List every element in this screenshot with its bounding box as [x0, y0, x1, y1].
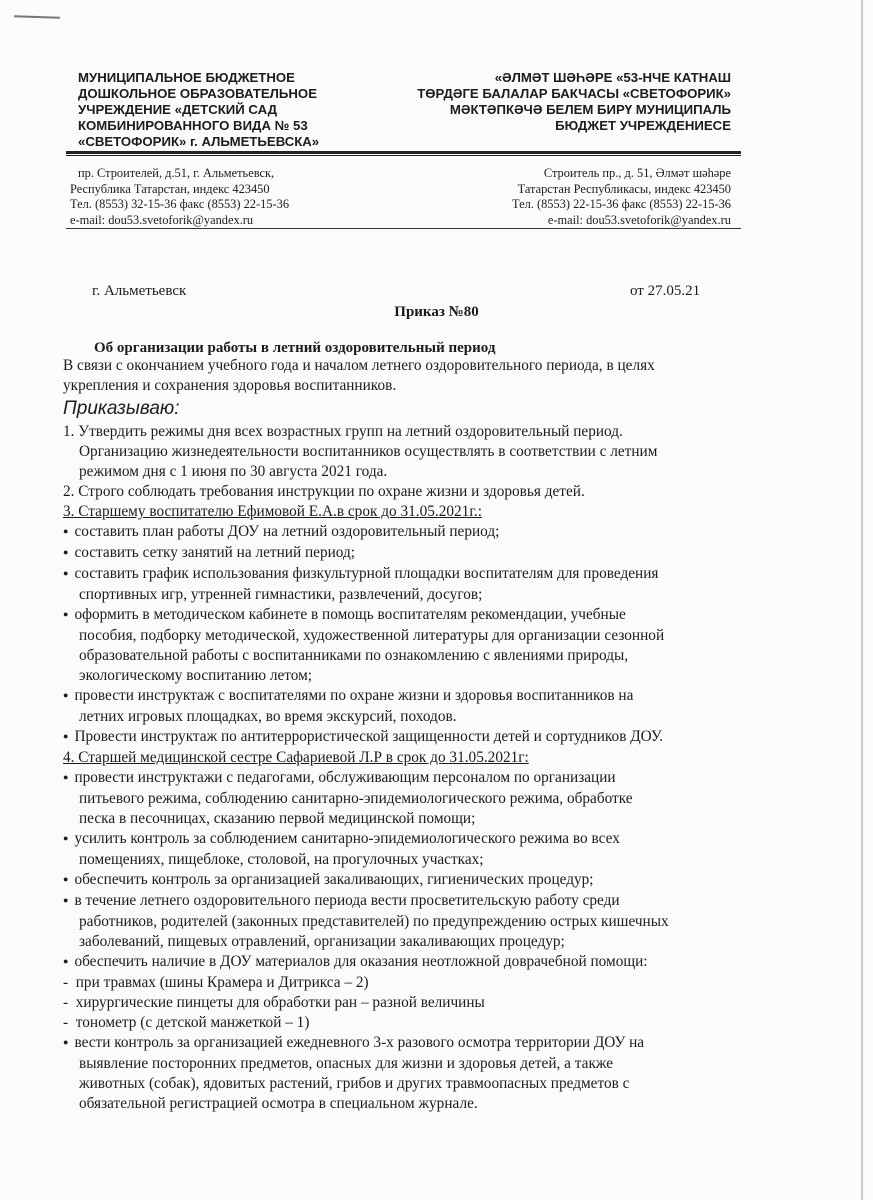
item-4-bullet-cont: питьевого режима, соблюдению санитарно-эпидемиологического режима, обработке — [79, 790, 633, 807]
intro-line: укрепления и сохранения здоровья воспитанников. — [63, 377, 397, 394]
item-4-heading: 4. Старшей медицинской сестре Сафариевой Л.Р в срок до 31.05.2021г: — [63, 749, 529, 766]
order-body — [63, 356, 753, 1114]
item-3-heading: 3. Старшему воспитателю Ефимовой Е.А.в срок до 31.05.2021г.: — [63, 503, 482, 520]
letterhead-right-line: МӘКТӘПКӘЧӘ БЕЛЕМ БИРҮ МУНИЦИПАЛЬ — [449, 102, 731, 117]
item-4-bullet: ● усилить контроль за соблюдением санитарно-эпидемиологического режима во всех — [63, 829, 753, 850]
final-bullet-cont: обязательной регистрацией осмотра в специальном журнале. — [79, 1095, 478, 1112]
scan-edge — [861, 0, 863, 1200]
item-4-bullet: ● провести инструктажи с педагогами, обслуживающим персоналом по организации — [63, 768, 753, 789]
letterhead-divider-thin — [66, 155, 741, 156]
city: г. Альметьевск — [92, 283, 187, 299]
item-1-line: 1. Утвердить режимы дня всех возрастных групп на летний оздоровительный период. — [63, 423, 623, 440]
item-4-bullet: ● в течение летнего оздоровительного периода вести просветительскую работу среди — [63, 891, 753, 912]
dash-item-text: хирургические пинцеты для обработки ран – разной величины — [75, 994, 485, 1011]
address-divider — [66, 228, 741, 229]
address-left-line: пр. Строителей, д.51, г. Альметьевск, — [78, 166, 275, 180]
letterhead-right-line: ТӨРДӘГЕ БАЛАЛАР БАКЧАСЫ «СВЕТОФОРИК» — [417, 86, 731, 101]
order-subject: Об организации работы в летний оздоровительный период — [94, 340, 496, 356]
dash-item: - тонометр (с детской манжеткой – 1) — [63, 1014, 310, 1031]
letterhead-right-line: «ӘЛМӘТ ШӘҺӘРЕ «53-НЧЕ КАТНАШ — [494, 70, 731, 85]
letterhead-left-line: МУНИЦИПАЛЬНОЕ БЮДЖЕТНОЕ — [78, 70, 295, 85]
item-3-bullet: ● составить сетку занятий на летний период; — [63, 543, 753, 564]
letterhead-left-line: КОМБИНИРОВАННОГО ВИДА № 53 — [78, 118, 308, 133]
item-3-bullet-cont: спортивных игр, утренней гимнастики, развлечений, досугов; — [79, 586, 483, 603]
letterhead-divider-thick — [66, 151, 741, 154]
item-4-bullet: ● обеспечить контроль за организацией закаливающих, гигиенических процедур; — [63, 870, 753, 891]
final-bullet: ● вести контроль за организацией ежедневного 3-х разового осмотра территории ДОУ на — [63, 1033, 753, 1054]
letterhead-left-line: УЧРЕЖДЕНИЕ «ДЕТСКИЙ САД — [78, 102, 278, 117]
item-3-bullet-cont: летних игровых площадках, во время экскурсий, походов. — [79, 708, 457, 725]
item-4-bullet-cont: заболеваний, пищевых отравлений, организации закаливающих процедур; — [79, 933, 565, 950]
address-right — [420, 166, 731, 228]
item-3-bullet: ● составить план работы ДОУ на летний оздоровительный период; — [63, 522, 753, 543]
address-right-line: e-mail: dou53.svetoforik@yandex.ru — [547, 212, 731, 227]
order-title: Приказ №80 — [394, 304, 479, 320]
address-left-line: Тел. (8553) 32-15-36 факс (8553) 22-15-36 — [70, 197, 290, 211]
address-left-line: e-mail: dou53.svetoforik@yandex.ru — [70, 212, 254, 227]
address-right-line: Строитель пр., д. 51, Әлмәт шәһәре — [543, 166, 731, 180]
letterhead-right-line: БЮДЖЕТ УЧРЕЖДЕНИЕСЕ — [555, 118, 731, 133]
letterhead-left-line: ДОШКОЛЬНОЕ ОБРАЗОВАТЕЛЬНОЕ — [78, 86, 317, 101]
order-word: Приказываю: — [63, 398, 180, 419]
item-4-bullet: ● обеспечить наличие в ДОУ материалов для оказания неотложной доврачебной помощи: — [63, 952, 753, 973]
dash-item: - при травмах (шины Крамера и Дитрикса – 2) — [63, 974, 369, 991]
item-3-bullet: ● оформить в методическом кабинете в помощь воспитателям рекомендации, учебные — [63, 605, 753, 626]
address-left-line: Республика Татарстан, индекс 423450 — [70, 181, 270, 196]
order-date: от 27.05.21 — [630, 283, 701, 299]
address-right-line: Татарстан Республикасы, индекс 423450 — [517, 181, 731, 196]
dash-item-text: тонометр (с детской манжеткой – 1) — [75, 1014, 310, 1031]
dash-item: - хирургические пинцеты для обработки ран – разной величины — [63, 994, 485, 1011]
item-3-bullet: ● составить график использования физкультурной площадки воспитателям для проведения — [63, 564, 753, 585]
item-4-bullet-cont: работников, родителей (законных представителей) по предупреждению острых кишечных — [79, 913, 669, 930]
item-4-bullet-cont: песка в песочницах, сказанию первой медицинской помощи; — [79, 810, 476, 827]
item-3-bullet-cont: экологическому воспитанию летом; — [79, 667, 313, 684]
item-4-bullet-cont: помещениях, пищеблоке, столовой, на прогулочных участках; — [79, 851, 484, 868]
item-3-bullet: ● Провести инструктаж по антитеррористической защищенности детей и сортудников ДОУ. — [63, 727, 753, 748]
item-1-line: Организацию жизнедеятельности воспитанников осуществлять в соответствии с летним — [79, 443, 658, 460]
address-right-line: Тел. (8553) 22-15-36 факс (8553) 22-15-36 — [511, 197, 731, 211]
item-2: 2. Строго соблюдать требования инструкции по охране жизни и здоровья детей. — [63, 483, 585, 500]
letterhead-left-line: «СВЕТОФОРИК» г. АЛЬМЕТЬЕВСКА» — [78, 134, 320, 149]
address-left — [70, 166, 408, 228]
dash-item-text: при травмах (шины Крамера и Дитрикса – 2) — [75, 974, 369, 991]
item-1-line: режимом дня с 1 июня по 30 августа 2021 года. — [79, 463, 388, 480]
item-3-bullet: ● провести инструктаж с воспитателями по охране жизни и здоровья воспитанников на — [63, 686, 753, 707]
letterhead-right — [400, 70, 731, 134]
final-bullet-cont: животных (собак), ядовитых растений, грибов и других травмоопасных предметов с — [79, 1075, 630, 1092]
letterhead-left — [78, 70, 378, 150]
item-3-bullet-cont: образовательной работы с воспитанниками по ознакомлению с явлениями природы, — [79, 647, 629, 664]
item-3-bullet-cont: пособия, подборку методической, художественной литературы для организации сезонной — [79, 627, 665, 644]
intro-line: В связи с окончанием учебного года и началом летнего оздоровительного периода, в целях — [63, 357, 655, 374]
scan-mark — [14, 15, 60, 19]
final-bullet-cont: выявление посторонних предметов, опасных для жизни и здоровья детей, а также — [79, 1055, 614, 1072]
